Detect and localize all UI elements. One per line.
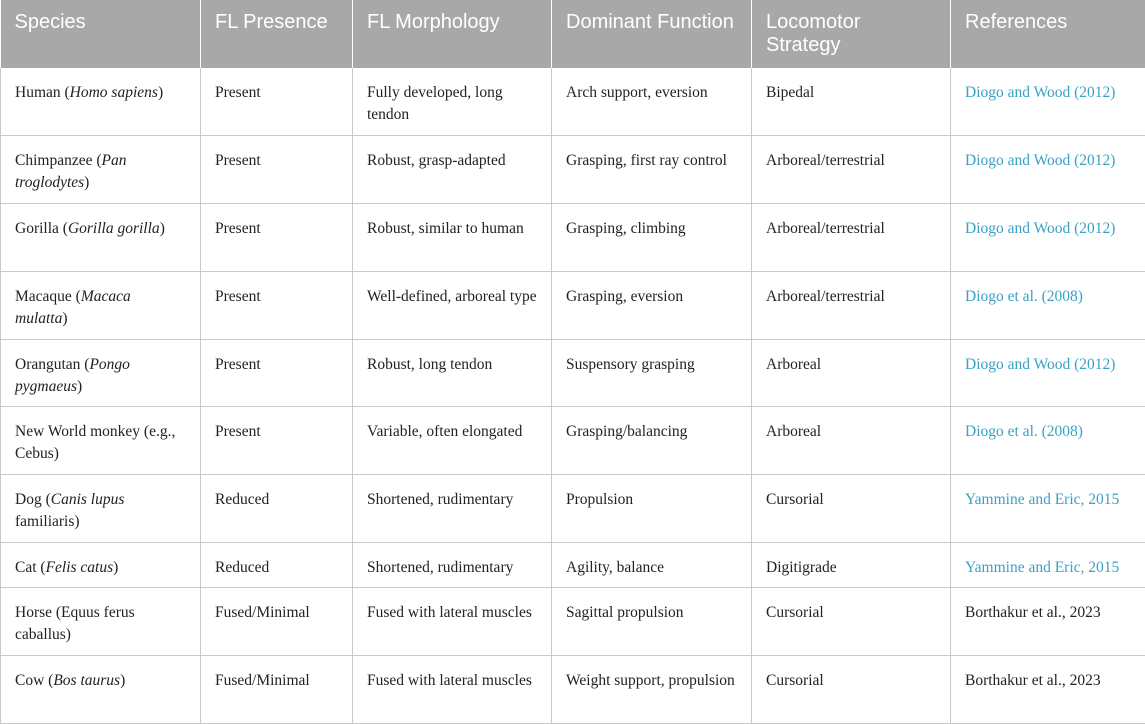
reference-link[interactable]: Yammine and Eric, 2015 [965, 491, 1119, 508]
species-common-name: Dog ( [15, 491, 51, 508]
species-suffix: ) [77, 378, 82, 395]
species-common-name: Human ( [15, 84, 70, 101]
cell-fl-presence: Present [201, 407, 353, 475]
cell-dominant-function: Suspensory grasping [552, 339, 752, 407]
species-common-name: Orangutan ( [15, 356, 89, 373]
cell-dominant-function: Arch support, eversion [552, 68, 752, 136]
cell-species [1, 588, 201, 656]
table-row [1, 475, 1145, 543]
species-common-name: New World monkey (e.g., Cebus) [15, 423, 175, 462]
table-row [1, 588, 1145, 656]
cell-species [1, 204, 201, 272]
cell-fl-presence: Fused/Minimal [201, 655, 353, 723]
cell-fl-morphology: Robust, long tendon [353, 339, 552, 407]
cell-fl-presence: Present [201, 271, 353, 339]
species-latin-name: Gorilla gorilla [68, 220, 160, 237]
cell-fl-morphology: Variable, often elongated [353, 407, 552, 475]
table-row [1, 204, 1145, 272]
cell-dominant-function: Grasping, first ray control [552, 136, 752, 204]
cell-references [951, 339, 1145, 407]
species-latin-name: Bos taurus [53, 672, 120, 689]
reference-link[interactable]: Diogo et al. (2008) [965, 423, 1083, 440]
header-fl-presence: FL Presence [201, 0, 353, 68]
cell-locomotor-strategy: Digitigrade [752, 543, 951, 588]
header-dominant-function: Dominant Function [552, 0, 752, 68]
species-latin-name: Pongo pygmaeus [15, 356, 130, 395]
species-latin-name: Canis lupus [51, 491, 125, 508]
cell-locomotor-strategy: Cursorial [752, 475, 951, 543]
cell-species [1, 475, 201, 543]
header-row [1, 0, 1145, 68]
species-latin-name: Macaca mulatta [15, 288, 131, 327]
cell-species [1, 655, 201, 723]
table-row [1, 655, 1145, 723]
cell-fl-morphology: Shortened, rudimentary [353, 475, 552, 543]
cell-dominant-function: Agility, balance [552, 543, 752, 588]
species-suffix: ) [160, 220, 165, 237]
cell-references [951, 407, 1145, 475]
cell-species [1, 271, 201, 339]
cell-references [951, 475, 1145, 543]
cell-fl-morphology: Fused with lateral muscles [353, 588, 552, 656]
cell-dominant-function: Grasping, eversion [552, 271, 752, 339]
cell-fl-presence: Fused/Minimal [201, 588, 353, 656]
species-suffix: ) [84, 174, 89, 191]
cell-dominant-function: Grasping/balancing [552, 407, 752, 475]
cell-fl-morphology: Well-defined, arboreal type [353, 271, 552, 339]
cell-fl-morphology: Shortened, rudimentary [353, 543, 552, 588]
cell-fl-presence: Present [201, 339, 353, 407]
cell-locomotor-strategy: Bipedal [752, 68, 951, 136]
cell-fl-morphology: Fused with lateral muscles [353, 655, 552, 723]
reference-text: Borthakur et al., 2023 [965, 604, 1101, 621]
reference-text: Borthakur et al., 2023 [965, 672, 1101, 689]
cell-fl-presence: Present [201, 136, 353, 204]
cell-fl-presence: Reduced [201, 543, 353, 588]
header-locomotor-strategy: Locomotor Strategy [752, 0, 951, 68]
species-suffix: ) [62, 310, 67, 327]
header-species: Species [1, 0, 201, 68]
species-suffix: ) [120, 672, 125, 689]
table-row [1, 68, 1145, 136]
cell-dominant-function: Sagittal propulsion [552, 588, 752, 656]
species-suffix: familiaris) [15, 513, 80, 530]
cell-locomotor-strategy: Arboreal/terrestrial [752, 204, 951, 272]
species-latin-name: Homo sapiens [70, 84, 158, 101]
cell-locomotor-strategy: Cursorial [752, 588, 951, 656]
species-common-name: Gorilla ( [15, 220, 68, 237]
cell-references [951, 588, 1145, 656]
reference-link[interactable]: Diogo and Wood (2012) [965, 220, 1115, 237]
cell-fl-presence: Present [201, 204, 353, 272]
reference-link[interactable]: Diogo et al. (2008) [965, 288, 1083, 305]
cell-locomotor-strategy: Arboreal/terrestrial [752, 271, 951, 339]
cell-fl-presence: Present [201, 68, 353, 136]
cell-locomotor-strategy: Arboreal [752, 407, 951, 475]
cell-species [1, 68, 201, 136]
cell-locomotor-strategy: Cursorial [752, 655, 951, 723]
species-suffix: ) [158, 84, 163, 101]
cell-species [1, 543, 201, 588]
cell-species [1, 136, 201, 204]
cell-fl-morphology: Fully developed, long tendon [353, 68, 552, 136]
cell-locomotor-strategy: Arboreal [752, 339, 951, 407]
header-fl-morphology: FL Morphology [353, 0, 552, 68]
species-common-name: Horse (Equus ferus caballus) [15, 604, 135, 643]
cell-species [1, 339, 201, 407]
reference-link[interactable]: Diogo and Wood (2012) [965, 152, 1115, 169]
table-row [1, 136, 1145, 204]
species-common-name: Macaque ( [15, 288, 81, 305]
species-latin-name: Pan troglodytes [15, 152, 126, 191]
cell-fl-morphology: Robust, grasp-adapted [353, 136, 552, 204]
cell-species [1, 407, 201, 475]
cell-references [951, 204, 1145, 272]
cell-dominant-function: Weight support, propulsion [552, 655, 752, 723]
header-references: References [951, 0, 1145, 68]
table-row [1, 339, 1145, 407]
cell-fl-presence: Reduced [201, 475, 353, 543]
species-common-name: Cow ( [15, 672, 53, 689]
species-suffix: ) [113, 559, 118, 576]
reference-link[interactable]: Diogo and Wood (2012) [965, 84, 1115, 101]
table-body [1, 68, 1145, 723]
cell-references [951, 68, 1145, 136]
cell-references [951, 543, 1145, 588]
cell-references [951, 136, 1145, 204]
table-row [1, 271, 1145, 339]
reference-link[interactable]: Diogo and Wood (2012) [965, 356, 1115, 373]
cell-dominant-function: Propulsion [552, 475, 752, 543]
cell-references [951, 271, 1145, 339]
species-latin-name: Felis catus [46, 559, 114, 576]
cell-dominant-function: Grasping, climbing [552, 204, 752, 272]
species-common-name: Cat ( [15, 559, 46, 576]
table-row [1, 407, 1145, 475]
species-common-name: Chimpanzee ( [15, 152, 102, 169]
reference-link[interactable]: Yammine and Eric, 2015 [965, 559, 1119, 576]
table-row [1, 543, 1145, 588]
cell-locomotor-strategy: Arboreal/terrestrial [752, 136, 951, 204]
cell-fl-morphology: Robust, similar to human [353, 204, 552, 272]
cell-references [951, 655, 1145, 723]
